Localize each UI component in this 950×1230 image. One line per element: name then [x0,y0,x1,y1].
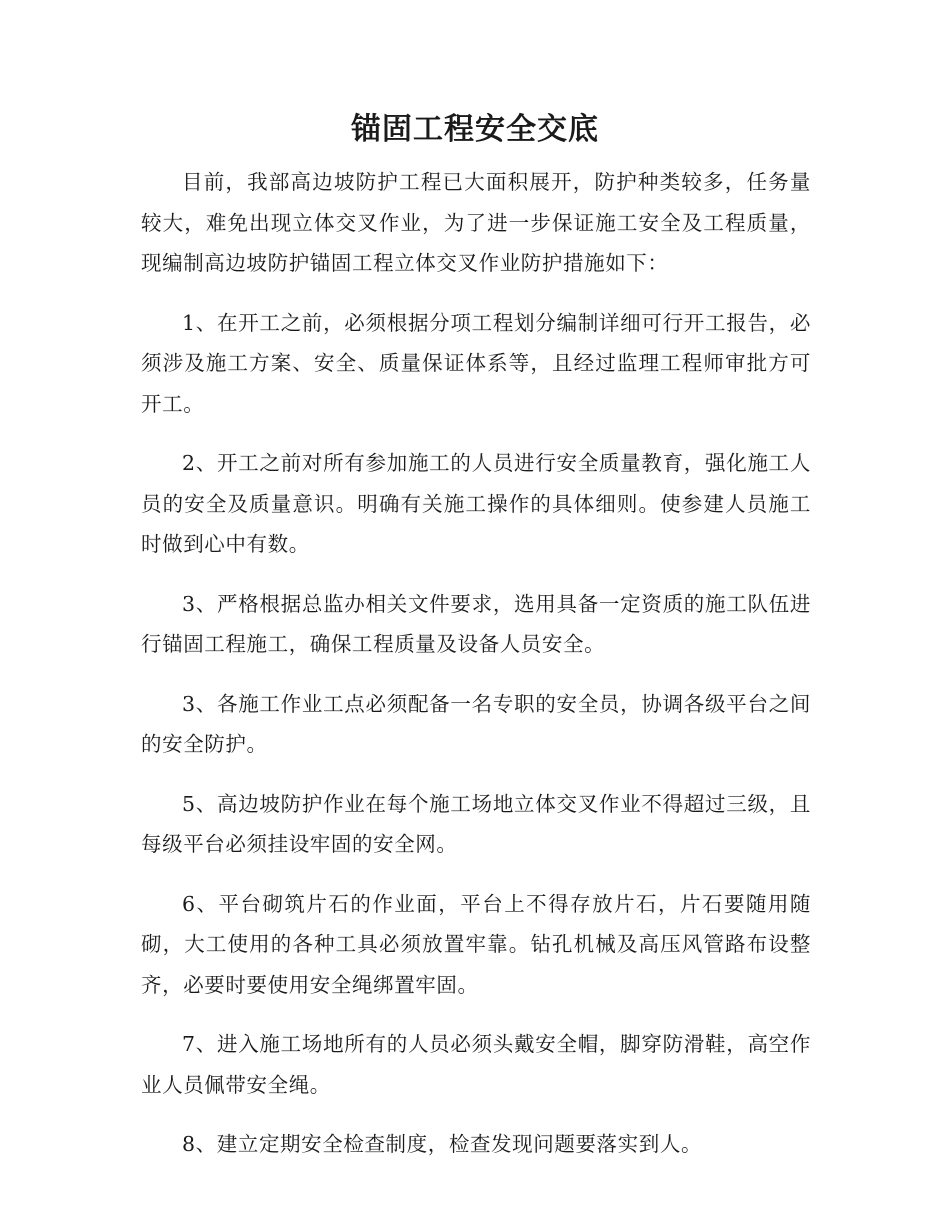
document-body [141,162,811,1184]
paragraph-item-3a: 3、严格根据总监办相关文件要求，选用具备一定资质的施工队伍进行锚固工程施工，确保工程质量及设备人员安全。 [141,591,811,656]
paragraph-item-7: 7、进入施工场地所有的人员必须头戴安全帽，脚穿防滑鞋，高空作业人员佩带安全绳。 [141,1032,811,1097]
paragraph-item-2: 2、开工之前对所有参加施工的人员进行安全质量教育，强化施工人员的安全及质量意识。明确有关施工操作的具体细则。使参建人员施工时做到心中有数。 [141,451,811,556]
document-title: 锚固工程安全交底 [351,112,599,147]
paragraph-item-3b: 3、各施工作业工点必须配备一名专职的安全员，协调各级平台之间的安全防护。 [141,691,811,756]
paragraph-intro: 目前，我部高边坡防护工程已大面积展开，防护种类较多，任务量较大，难免出现立体交叉作业，为了进一步保证施工安全及工程质量，现编制高边坡防护锚固工程立体交叉作业防护措施如下： [141,170,811,275]
paragraph-item-5: 5、高边坡防护作业在每个施工场地立体交叉作业不得超过三级，且每级平台必须挂设牢固的安全网。 [141,791,811,856]
paragraph-item-1: 1、在开工之前，必须根据分项工程划分编制详细可行开工报告，必须涉及施工方案、安全、质量保证体系等，且经过监理工程师审批方可开工。 [141,310,811,416]
paragraph-item-6: 6、平台砌筑片石的作业面，平台上不得存放片石，片石要随用随砌，大工使用的各种工具必须放置牢靠。钻孔机械及高压风管路布设整齐，必要时要使用安全绳绑置牢固。 [141,891,811,997]
paragraph-item-8: 8、建立定期安全检查制度，检查发现问题要落实到人。 [182,1132,703,1156]
